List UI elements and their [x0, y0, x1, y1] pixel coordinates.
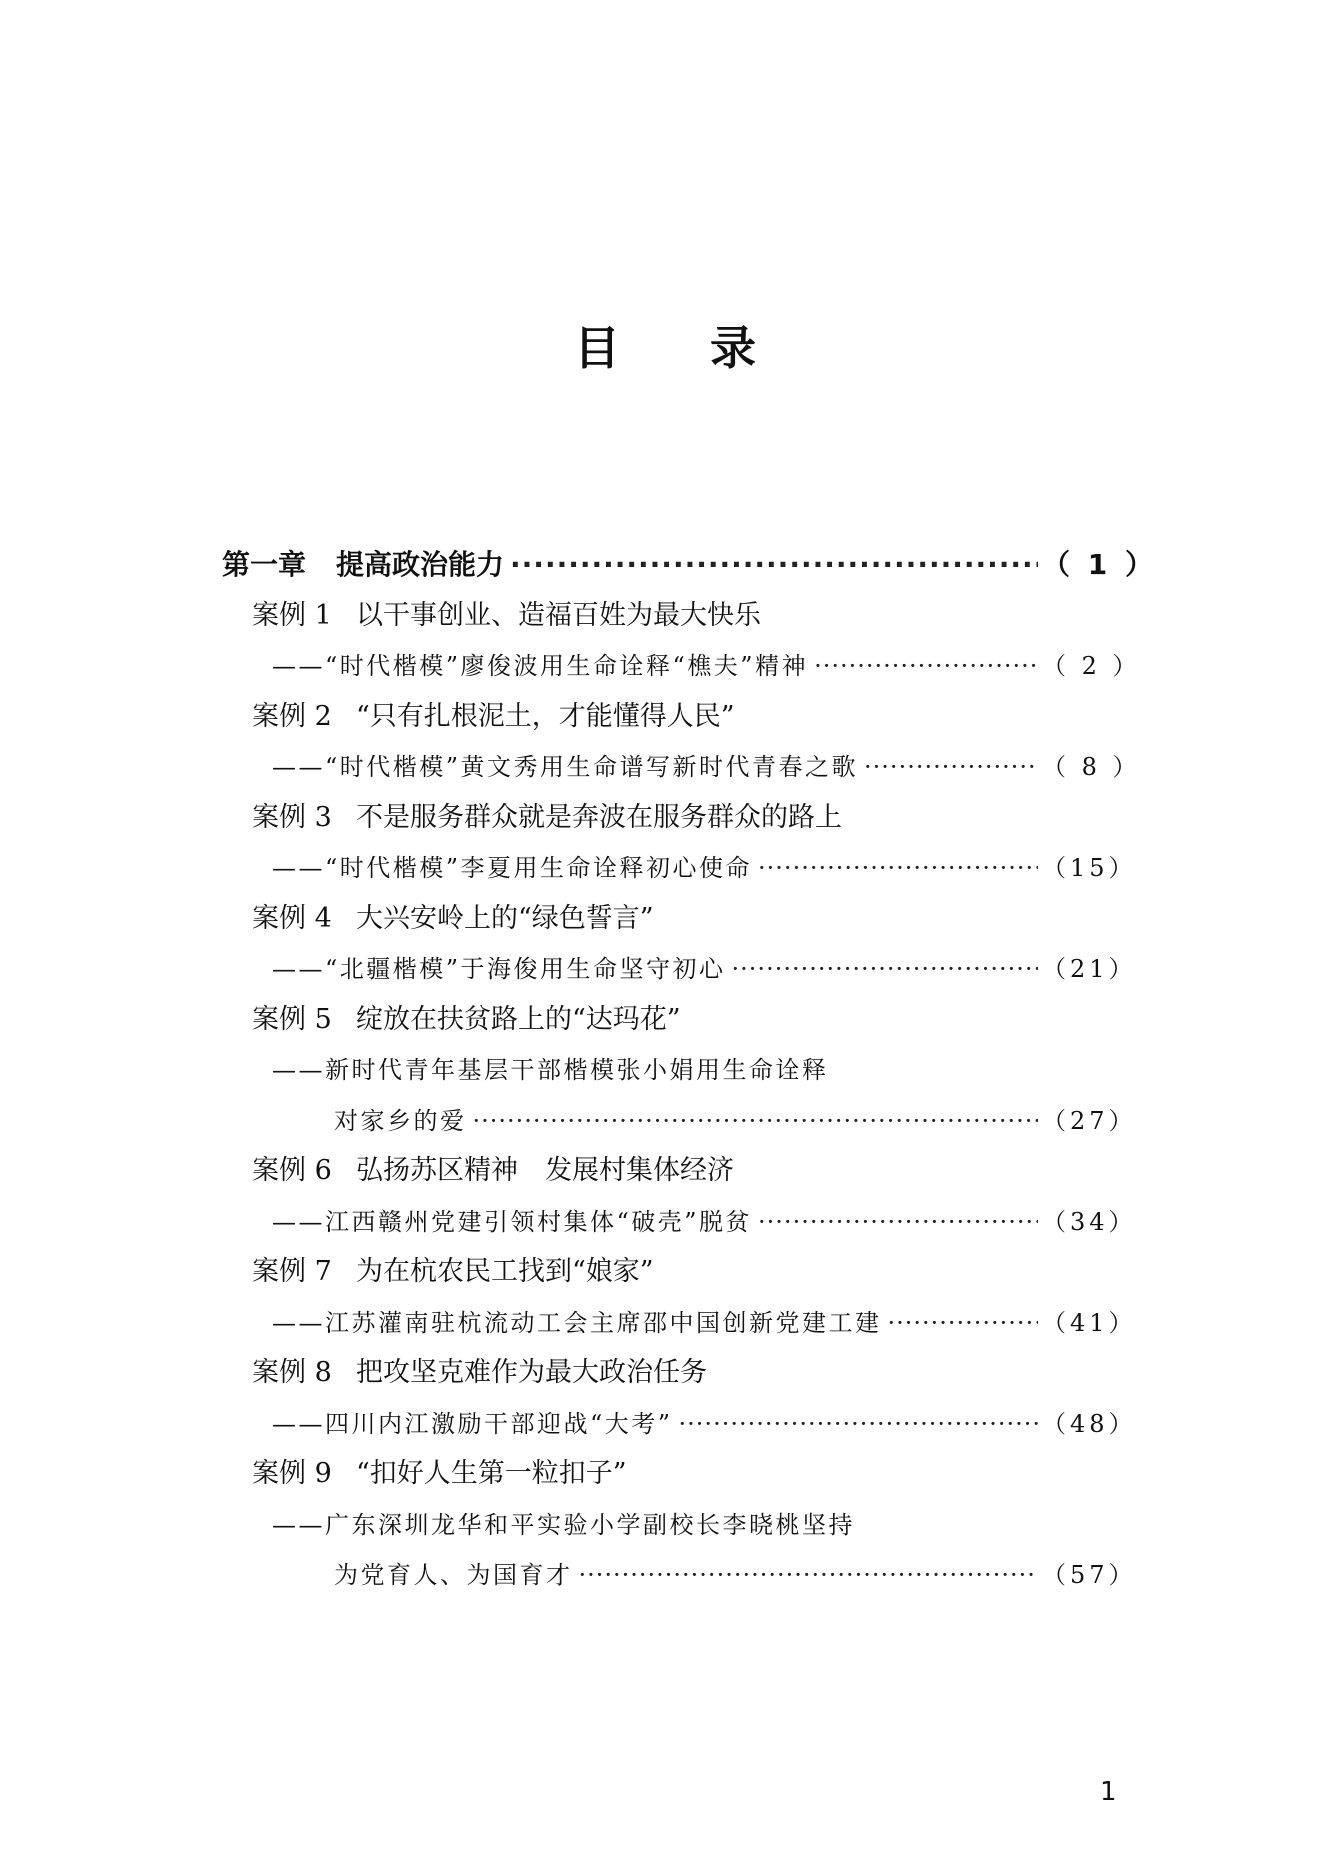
page-reference: （48） [1042, 1409, 1137, 1438]
case-title: 为在杭农民工找到“娘家” [356, 1256, 654, 1287]
case-title: 弘扬苏区精神 发展村集体经济 [356, 1155, 734, 1186]
toc-case-entry[interactable] [222, 1348, 1120, 1399]
case-title: “扣好人生第一粒扣子” [356, 1458, 627, 1489]
page-number: 1 [1100, 1777, 1117, 1807]
page-reference: （34） [1042, 1207, 1137, 1236]
toc-case-subtitle [222, 843, 1137, 894]
dot-leader [732, 944, 1038, 995]
toc-case-subtitle [222, 1399, 1137, 1450]
case-label: 案例 2 [252, 700, 332, 732]
dot-leader [864, 742, 1038, 793]
page-reference: （ 8 ） [1042, 753, 1141, 781]
dot-leader [579, 1550, 1039, 1601]
case-label: 案例 8 [252, 1357, 332, 1388]
case-title: 把攻坚克难作为最大政治任务 [356, 1357, 707, 1388]
dot-leader [758, 843, 1038, 894]
page-reference: （41） [1042, 1308, 1137, 1337]
page-reference: （27） [1042, 1106, 1137, 1135]
chapter-number: 第一章 [222, 548, 307, 581]
toc-case-subtitle-continued [222, 1550, 1137, 1601]
toc-case-entry[interactable] [222, 995, 1120, 1046]
toc-case-entry[interactable] [222, 1247, 1120, 1298]
case-label: 案例 6 [252, 1155, 332, 1186]
chapter-title: 提高政治能力 [336, 548, 505, 581]
toc-case-subtitle-continued [222, 1096, 1137, 1147]
toc-case-entry[interactable] [222, 793, 1120, 844]
case-label: 案例 5 [252, 1003, 332, 1035]
toc-case-subtitle [222, 944, 1137, 995]
case-title: 绽放在扶贫路上的“达玛花” [356, 1003, 681, 1035]
case-subtitle: ——“时代楷模”李夏用生命诠释初心使命 [272, 854, 753, 882]
page-title: 目录 [574, 321, 846, 375]
case-label: 案例 7 [252, 1256, 332, 1287]
page-reference: （15） [1042, 854, 1137, 882]
toc-case-subtitle [222, 742, 1141, 793]
case-title: “只有扎根泥土，才能懂得人民” [356, 700, 735, 732]
toc-case-entry[interactable] [222, 692, 1120, 743]
case-subtitle: ——“北疆楷模”于海俊用生命坚守初心 [272, 955, 726, 983]
page-reference: （ 1 ） [1042, 548, 1157, 581]
case-label: 案例 4 [252, 902, 332, 934]
case-subtitle: 对家乡的爱 [334, 1106, 467, 1135]
case-subtitle: ——江西赣州党建引领村集体“破壳”脱贫 [272, 1207, 753, 1236]
toc-case-subtitle [222, 641, 1141, 692]
toc-case-subtitle [222, 1500, 1120, 1551]
case-subtitle: ——江苏灌南驻杭流动工会主席邵中国创新党建工建 [272, 1308, 882, 1337]
toc-chapter-entry[interactable] [222, 540, 1157, 591]
page-reference: （57） [1042, 1561, 1137, 1589]
case-title: 以干事创业、造福百姓为最大快乐 [356, 599, 761, 631]
dot-leader [679, 1399, 1038, 1450]
toc-case-subtitle [222, 1197, 1137, 1248]
toc-case-entry[interactable] [222, 591, 1120, 642]
case-title: 大兴安岭上的“绿色誓言” [356, 902, 654, 934]
table-of-contents [222, 540, 1157, 1601]
dot-leader [510, 540, 1038, 591]
toc-case-subtitle [222, 1298, 1137, 1349]
toc-case-entry[interactable] [222, 894, 1120, 945]
dot-leader [814, 641, 1038, 692]
page-reference: （ 2 ） [1042, 652, 1141, 680]
case-label: 案例 9 [252, 1458, 332, 1489]
case-subtitle: ——“时代楷模”黄文秀用生命谱写新时代青春之歌 [272, 753, 859, 781]
dot-leader [888, 1298, 1039, 1349]
case-subtitle: 为党育人、为国育才 [334, 1561, 573, 1589]
case-subtitle: ——广东深圳龙华和平实验小学副校长李晓桃坚持 [272, 1510, 855, 1539]
case-subtitle: ——四川内江激励干部迎战“大考” [272, 1409, 673, 1438]
dot-leader [758, 1197, 1038, 1248]
page-reference: （21） [1042, 955, 1137, 983]
toc-case-entry[interactable] [222, 1449, 1120, 1500]
case-subtitle: ——新时代青年基层干部楷模张小娟用生命诠释 [272, 1056, 829, 1084]
case-title: 不是服务群众就是奔波在服务群众的路上 [356, 801, 842, 833]
toc-case-subtitle [222, 1045, 1120, 1096]
dot-leader [473, 1096, 1039, 1147]
case-subtitle: ——“时代楷模”廖俊波用生命诠释“樵夫”精神 [272, 652, 809, 680]
case-label: 案例 3 [252, 801, 332, 833]
case-label: 案例 1 [252, 599, 332, 631]
toc-case-entry[interactable] [222, 1146, 1120, 1197]
